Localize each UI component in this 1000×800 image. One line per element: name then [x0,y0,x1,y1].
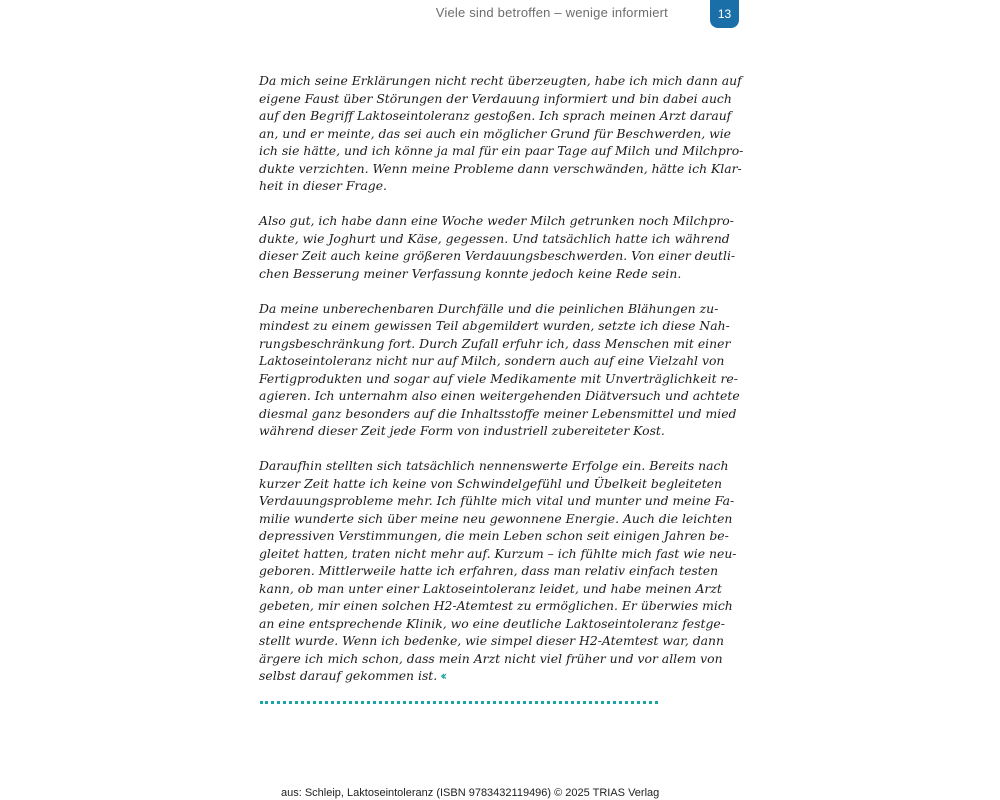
paragraph [259,212,736,282]
text-line-content: heit in dieser Frage. [259,178,387,193]
text-line-content: dukte, wie Joghurt und Käse, gegessen. Und tatsächlich hatte ich während [259,230,730,246]
text-line-content: ich sie hätte, und ich könne ja mal für ein paar Tage auf Milch und Milchpro- [259,143,744,158]
text-line [259,492,735,510]
text-line-content: stellt wurde. Wenn ich bedenke, wie simpel dieser H2-Atemtest war, dann [259,633,724,648]
text-line [259,370,738,388]
text-line [259,177,677,195]
text-line [259,510,733,528]
paragraph [259,72,744,195]
text-line-content: auf den Begriff Laktoseintoleranz gestoßen. Ich sprach meinen Arzt darauf [259,108,732,123]
text-line-content: gebeten, mir einen solchen H2-Atemtest zu ermöglichen. Er überwies mich [259,598,733,613]
text-line-content: Laktoseintoleranz nicht nur auf Milch, sondern auch auf eine Vielzahl von [259,353,725,368]
text-line [259,650,723,668]
text-line [259,597,733,615]
text-line-content: Da mich seine Erklärungen nicht recht überzeugten, habe ich mich dann auf [259,73,742,88]
text-line [259,107,732,125]
text-line-content: an eine entsprechende Klinik, wo eine deutliche Laktoseintoleranz festge- [259,615,725,631]
text-line [259,580,722,598]
text-line [259,387,740,405]
text-line [259,230,730,248]
section-divider [260,701,658,704]
text-line [259,545,737,563]
text-line-content: kurzer Zeit hatte ich keine von Schwindelgefühl und Übelkeit begleiteten [259,475,722,491]
text-line [259,265,682,283]
text-line-content: selbst darauf gekommen ist. [259,668,438,683]
text-line [259,90,732,108]
text-line-content: Verdauungsprobleme mehr. Ich fühlte mich vital und munter und meine Fa- [259,493,735,508]
text-line-content: chen Besserung meiner Verfassung konnte jedoch keine Rede sein. [259,265,682,281]
text-line [259,475,722,493]
source-credit: aus: Schleip, Laktoseintoleranz (ISBN 9783432119496) © 2025 TRIAS Verlag [281,787,660,799]
text-line-content: mindest zu einem gewissen Teil abgemildert wurden, setzte ich diese Nah- [259,318,730,333]
text-line-content: Also gut, ich habe dann eine Woche weder Milch getrunken noch Milchpro- [259,213,734,228]
text-line-content: während dieser Zeit jede Form von industriell zubereiteter Kost. [259,423,665,438]
page-number-badge: 13 [710,0,739,28]
text-line-content: eigene Faust über Störungen der Verdauung informiert und bin dabei auch [259,90,732,106]
text-line-content: diesmal ganz besonders auf die Inhaltsstoffe meiner Lebensmittel und mied [259,405,737,421]
text-line-content: agieren. Ich unternahm also einen weitergehenden Diätversuch und achtete [259,388,740,403]
text-line [259,317,730,335]
text-line [259,405,737,423]
body-text [259,72,744,703]
text-line [259,247,736,265]
text-line [259,632,724,650]
text-line-content: Da meine unberechenbaren Durchfälle und die peinlichen Blähungen zu- [259,300,719,316]
running-head-title: Viele sind betroffen – wenige informiert [435,5,668,20]
paragraph [259,300,740,440]
paragraph [259,457,737,686]
text-line-content: dieser Zeit auch keine größeren Verdauungsbeschwerden. Von einer deutli- [259,248,736,263]
text-line [259,125,731,143]
text-line-content: dukte verzichten. Wenn meine Probleme dann verschwänden, hätte ich Klar- [259,160,742,176]
text-line [259,667,677,686]
text-line [259,562,719,580]
text-line [259,72,742,90]
text-line [259,212,734,230]
text-line [259,335,731,353]
text-line [259,142,744,160]
text-line [259,457,729,475]
text-line-content: geboren. Mittlerweile hatte ich erfahren, dass man relativ einfach testen [259,563,719,578]
text-line-content: ärgere ich mich schon, dass mein Arzt nicht viel früher und vor allem von [259,650,723,666]
text-line-content: Fertigprodukten und sogar auf viele Medikamente mit Unverträglichkeit re- [259,370,738,386]
text-line-content: kann, ob man unter einer Laktoseintoleranz leidet, und habe meinen Arzt [259,580,722,596]
text-line [259,422,677,440]
text-line [259,352,725,370]
text-line-content: rungsbeschränkung fort. Durch Zufall erfuhr ich, dass Menschen mit einer [259,335,731,351]
text-line-content: gleitet hatten, traten nicht mehr auf. Kurzum – ich fühlte mich fast wie neu- [259,545,737,561]
text-line [259,300,719,318]
text-line [259,160,742,178]
text-line-content: depressiven Verstimmungen, die mein Leben schon seit einigen Jahren be- [259,528,729,543]
text-line-content: milie wunderte sich über meine neu gewonnene Energie. Auch die leichten [259,510,733,526]
text-line [259,615,725,633]
text-line-content: an, und er meinte, das sei auch ein möglicher Grund für Beschwerden, wie [259,125,731,141]
text-line [259,527,729,545]
double-chevron-left-icon: ‹‹ [440,669,445,683]
text-line-content: Daraufhin stellten sich tatsächlich nennenswerte Erfolge ein. Bereits nach [259,458,729,473]
